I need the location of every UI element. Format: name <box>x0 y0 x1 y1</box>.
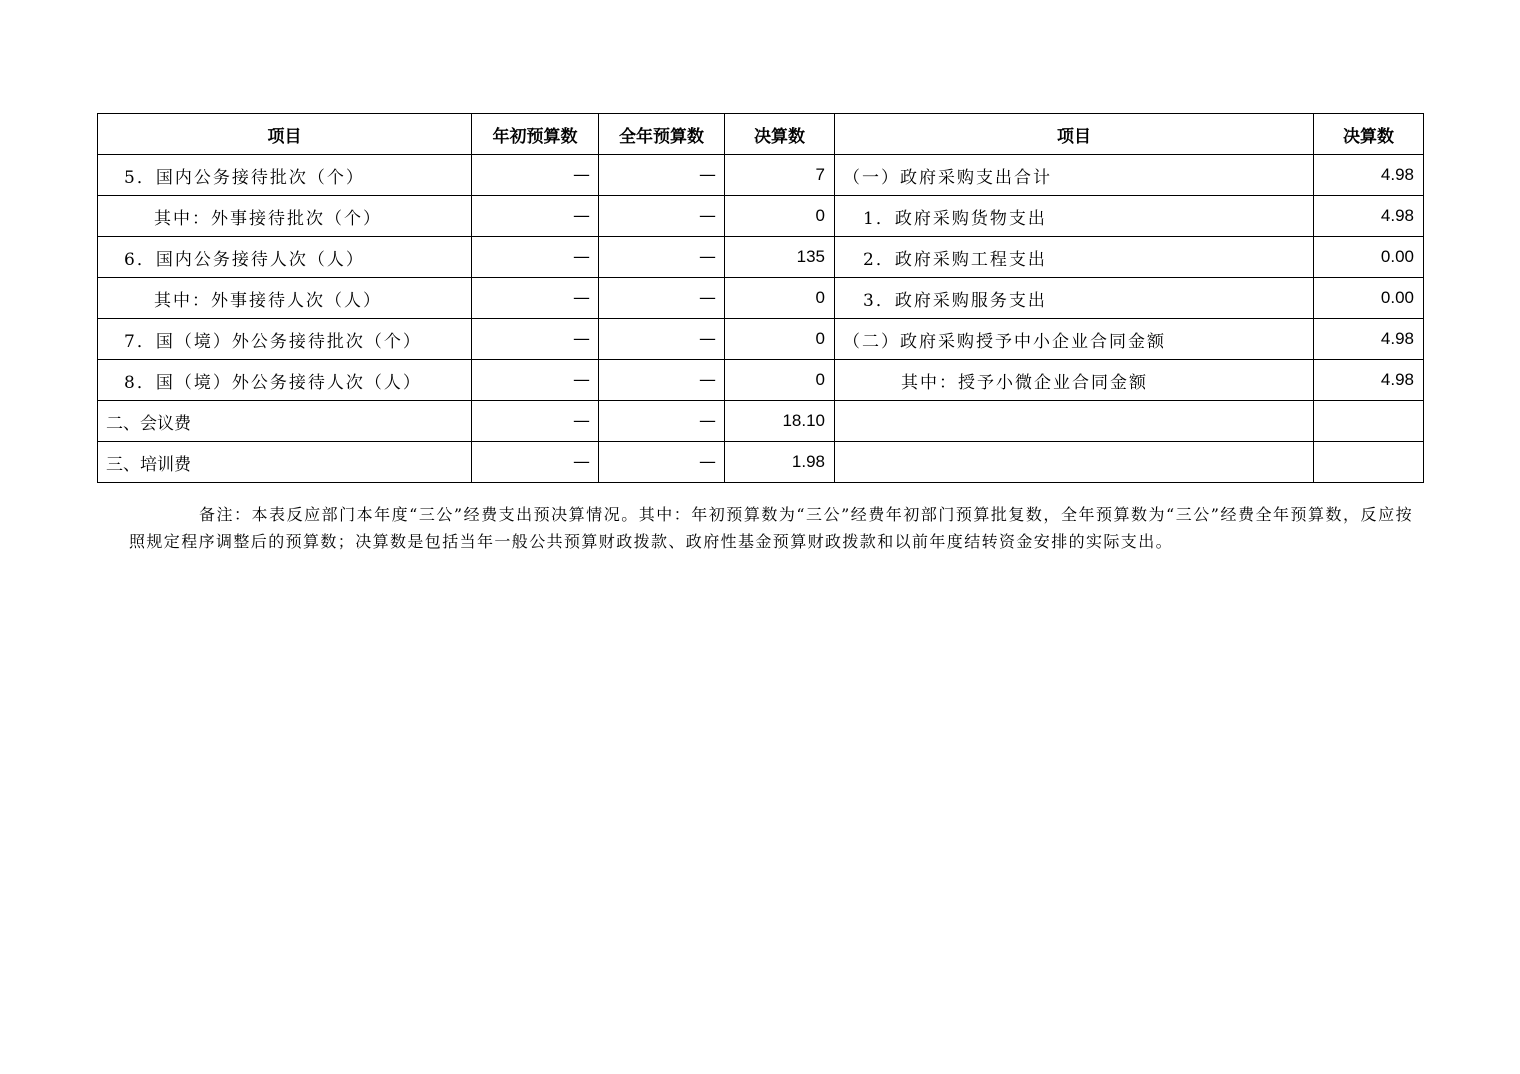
cell-full-year-budget: — <box>599 155 725 196</box>
table-row <box>98 401 1424 442</box>
cell-final-account-right: 4.98 <box>1314 360 1424 401</box>
cell-full-year-budget: — <box>599 319 725 360</box>
cell-item: 7．国（境）外公务接待批次（个） <box>98 319 472 360</box>
table-note: 备注：本表反应部门本年度“三公”经费支出预决算情况。其中：年初预算数为“三公”经费年初部门预算批复数，全年预算数为“三公”经费全年预算数，反应按照规定程序调整后的预算数；决算数是包括当年一般公共预算财政拨款、政府性基金预算财政拨款和以前年度结转资金安排的实际支出。 <box>129 505 1413 551</box>
header-initial-budget: 年初预算数 <box>472 114 599 155</box>
cell-final-account: 0 <box>725 360 835 401</box>
cell-item-right: 1．政府采购货物支出 <box>835 196 1314 237</box>
cell-initial-budget: — <box>472 319 599 360</box>
cell-item-right <box>835 442 1314 483</box>
cell-full-year-budget: — <box>599 237 725 278</box>
cell-final-account: 7 <box>725 155 835 196</box>
cell-item: 5．国内公务接待批次（个） <box>98 155 472 196</box>
cell-item: 8．国（境）外公务接待人次（人） <box>98 360 472 401</box>
table-row <box>98 196 1424 237</box>
cell-full-year-budget: — <box>599 196 725 237</box>
three-public-expenses-table <box>97 113 1424 483</box>
cell-full-year-budget: — <box>599 278 725 319</box>
header-full-year-budget: 全年预算数 <box>599 114 725 155</box>
cell-item-right: （二）政府采购授予中小企业合同金额 <box>835 319 1314 360</box>
cell-final-account-right: 0.00 <box>1314 278 1424 319</box>
cell-item-right: 3．政府采购服务支出 <box>835 278 1314 319</box>
table-row <box>98 319 1424 360</box>
header-final-account-right: 决算数 <box>1314 114 1424 155</box>
cell-full-year-budget: — <box>599 401 725 442</box>
cell-final-account-right <box>1314 401 1424 442</box>
cell-initial-budget: — <box>472 442 599 483</box>
cell-final-account: 1.98 <box>725 442 835 483</box>
cell-item: 其中：外事接待人次（人） <box>98 278 472 319</box>
cell-item: 二、会议费 <box>98 401 472 442</box>
cell-initial-budget: — <box>472 196 599 237</box>
table-row <box>98 278 1424 319</box>
table-row <box>98 237 1424 278</box>
cell-item-right: （一）政府采购支出合计 <box>835 155 1314 196</box>
cell-initial-budget: — <box>472 155 599 196</box>
cell-final-account: 0 <box>725 278 835 319</box>
cell-final-account-right: 0.00 <box>1314 237 1424 278</box>
table-row <box>98 155 1424 196</box>
cell-initial-budget: — <box>472 237 599 278</box>
table-body <box>98 155 1424 483</box>
cell-final-account-right: 4.98 <box>1314 155 1424 196</box>
cell-initial-budget: — <box>472 278 599 319</box>
cell-item-right: 其中：授予小微企业合同金额 <box>835 360 1314 401</box>
cell-item-right <box>835 401 1314 442</box>
cell-initial-budget: — <box>472 401 599 442</box>
cell-final-account: 18.10 <box>725 401 835 442</box>
cell-final-account-right <box>1314 442 1424 483</box>
cell-final-account: 0 <box>725 319 835 360</box>
header-item-right: 项目 <box>835 114 1314 155</box>
header-final-account: 决算数 <box>725 114 835 155</box>
cell-full-year-budget: — <box>599 360 725 401</box>
cell-item-right: 2．政府采购工程支出 <box>835 237 1314 278</box>
cell-final-account-right: 4.98 <box>1314 196 1424 237</box>
cell-final-account: 0 <box>725 196 835 237</box>
table-row <box>98 360 1424 401</box>
cell-final-account: 135 <box>725 237 835 278</box>
cell-full-year-budget: — <box>599 442 725 483</box>
table-row <box>98 442 1424 483</box>
cell-final-account-right: 4.98 <box>1314 319 1424 360</box>
cell-item: 其中：外事接待批次（个） <box>98 196 472 237</box>
header-item: 项目 <box>98 114 472 155</box>
table-header-row <box>98 114 1424 155</box>
cell-item: 6．国内公务接待人次（人） <box>98 237 472 278</box>
budget-sheet <box>97 113 1423 571</box>
cell-initial-budget: — <box>472 360 599 401</box>
cell-item: 三、培训费 <box>98 442 472 483</box>
